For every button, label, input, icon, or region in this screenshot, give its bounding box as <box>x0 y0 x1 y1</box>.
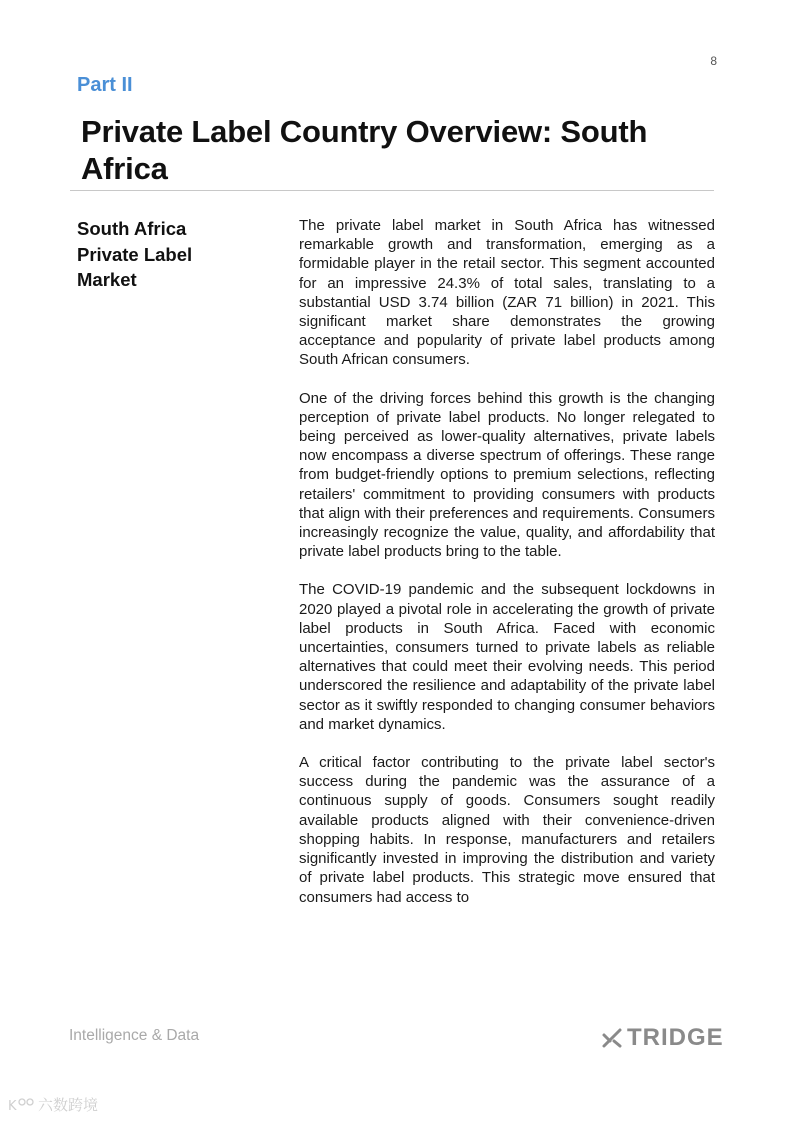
part-label: Part II <box>77 74 133 96</box>
watermark-logo-icon <box>8 1097 36 1113</box>
page-title: Private Label Country Overview: South Africa <box>81 114 648 186</box>
paragraph-1: The private label market in South Africa has witnessed remarkable growth and transformation, emerging as a formidable player in the retail sector. This segment accounted for an impressive 24.3% of total sales, translating to a substantial USD 3.74 billion (ZAR 71 billion) in 2021. This significant market share demonstrates the growing acceptance and popularity of private label products among South African consumers. <box>299 217 715 369</box>
page-number: 8 <box>710 54 717 68</box>
tridge-logo-icon <box>601 1027 623 1049</box>
svg-text:K: K <box>8 1098 17 1113</box>
footer-tagline: Intelligence & Data <box>69 1027 200 1044</box>
watermark <box>8 1094 98 1115</box>
body-text <box>299 216 715 926</box>
section-heading: South Africa Private Label Market <box>77 218 193 290</box>
title-divider <box>70 190 714 191</box>
paragraph-2: One of the driving forces behind this growth is the changing perception of private label products. No longer relegated to being perceived as lower-quality alternatives, private labels now encompass a diverse spectrum of offerings. These range from budget-friendly options to premium selections, reflecting retailers' commitment to providing consumers with products that align with their preferences and requirements. Consumers increasingly recognize the value, quality, and affordability that private label products bring to the table. <box>299 389 715 561</box>
logo-text: TRIDGE <box>627 1024 724 1051</box>
watermark-text: 六数跨境 <box>38 1097 99 1114</box>
paragraph-4: A critical factor contributing to the private label sector's success during the pandemic was the assurance of a continuous supply of goods. Consumers sought readily available products aligned with their convenience-driven shopping habits. In response, manufacturers and retailers significantly invested in improving the distribution and variety of private label products. This strategic move ensured that consumers had access to <box>299 754 715 906</box>
paragraph-3: The COVID-19 pandemic and the subsequent lockdowns in 2020 played a pivotal role in accelerating the growth of private label products in South Africa. Faced with economic uncertainties, consumers turned to private labels as reliable alternatives that could meet their evolving needs. This period underscored the resilience and adaptability of the private label sector as it swiftly responded to changing consumer behaviors and market dynamics. <box>299 581 715 733</box>
tridge-logo <box>601 1024 724 1052</box>
